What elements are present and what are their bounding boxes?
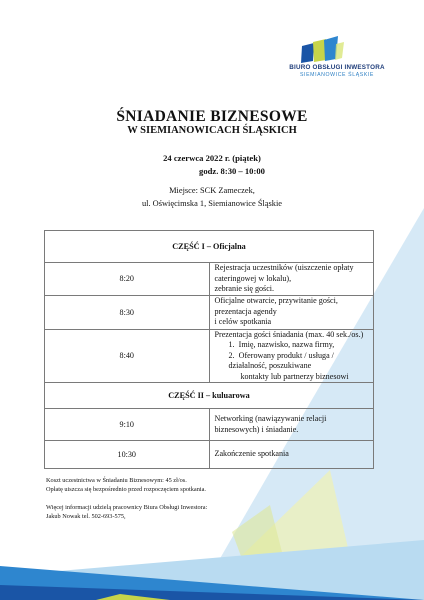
agenda-list-item-continuation: kontakty lub partnerzy biznesowi (240, 371, 349, 381)
agenda-time: 10:30 (45, 441, 210, 469)
agenda-desc-line: Oficjalne otwarcie, przywitanie gości, prezentacja agendy (214, 296, 338, 316)
agenda-desc-line: Zakończenie spotkania (214, 449, 289, 459)
agenda-list-item (215, 351, 369, 372)
event-hours: godz. 8:30 – 10:00 (199, 166, 265, 176)
agenda-desc-line: i celów spotkania (214, 317, 272, 327)
event-date: 24 czerwca 2022 r. (piątek) (163, 153, 261, 163)
agenda-description (209, 295, 374, 329)
agenda-time: 8:30 (45, 295, 210, 329)
agenda-time: 8:20 (45, 263, 210, 296)
agenda-row (45, 329, 374, 383)
logo-title: BIURO OBSŁUGI INWESTORA (289, 64, 385, 71)
page-subtitle: W SIEMIANOWICACH ŚLĄSKICH (127, 125, 297, 136)
agenda-section-row (45, 383, 374, 409)
info-note-line-2: Jakub Nowak tel. 502-693-575, (46, 513, 126, 520)
agenda-time: 8:40 (45, 329, 210, 383)
cost-note-line-2: Opłatę uiszcza się bezpośrednio przed rozpoczęciem spotkania. (46, 486, 206, 493)
place-line-2: ul. Oświęcimska 1, Siemianowice Śląskie (141, 198, 283, 208)
place-line-1: Miejsce: SCK Zameczek, (169, 186, 255, 195)
agenda-desc-line: Networking (nawiązywanie relacji biznesowych) i śniadanie. (214, 414, 327, 434)
logo-subtitle: SIEMIANOWICE ŚLĄSKIE (300, 72, 374, 78)
info-note-line-1: Więcej informacji udzielą pracownicy Biura Obsługi Inwestora: (46, 504, 208, 511)
logo-biuro-obslugi-inwestora (282, 36, 392, 86)
cost-note (46, 476, 206, 494)
agenda-description (209, 263, 374, 296)
agenda-row (45, 263, 374, 296)
agenda-desc-line: Rejestracja uczestników (uiszczenie opłaty cateringowej w lokalu), (214, 263, 354, 283)
agenda-description (209, 329, 374, 383)
agenda-row (45, 441, 374, 469)
agenda-desc-line: zebranie się gości. (214, 284, 275, 293)
agenda-time: 9:10 (45, 409, 210, 441)
section-title-part-2: CZĘŚĆ II – kuluarowa (45, 383, 374, 409)
agenda-desc-line: Prezentacja gości śniadania (max. 40 sek./os.) (214, 329, 364, 339)
event-place (0, 185, 424, 210)
agenda-table (44, 230, 374, 469)
agenda-description (209, 441, 374, 469)
agenda-section-row (45, 231, 374, 263)
agenda-row (45, 295, 374, 329)
section-title-part-1: CZĘŚĆ I – Oficjalna (45, 231, 374, 263)
logo-mark-icon (296, 36, 376, 63)
list-item-number: 2. (228, 350, 235, 360)
agenda-description (209, 409, 374, 441)
agenda-list-item (215, 340, 369, 351)
agenda-row (45, 409, 374, 441)
cost-note-line-1: Koszt uczestnictwa w Śniadaniu Biznesowym: 45 zł/os. (46, 477, 187, 484)
list-item-number: 1. (228, 340, 235, 349)
list-item-text: Imię, nazwisko, nazwa firmy, (238, 340, 335, 349)
info-note (46, 503, 207, 521)
list-item-text: Oferowany produkt / usługa / działalność, poszukiwane (228, 350, 334, 370)
page-title: ŚNIADANIE BIZNESOWE (116, 108, 308, 125)
